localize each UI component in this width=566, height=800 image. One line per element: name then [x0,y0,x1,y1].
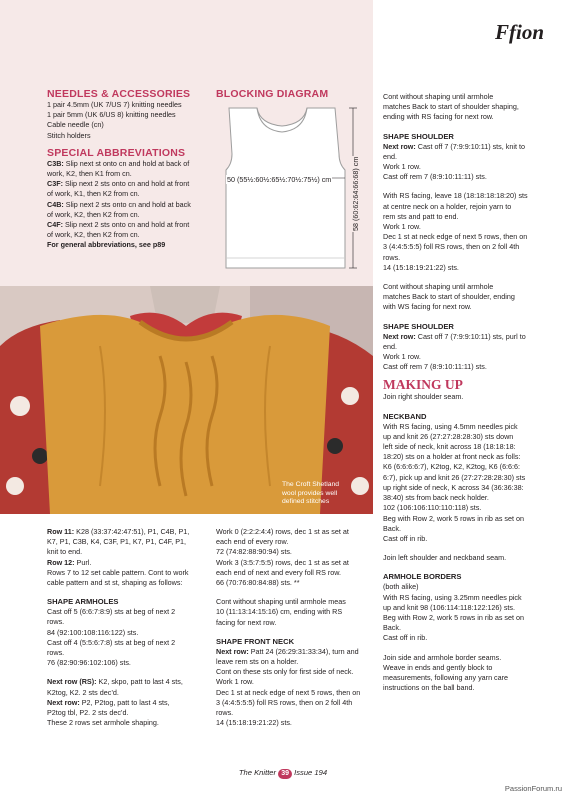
watermark: PassionForum.ru [504,784,562,793]
section-heading: SHAPE SHOULDER [383,131,454,141]
instruction-line: Cast off rem 7 (8:9:10:11:11) sts. [383,362,487,372]
spacer [47,588,209,597]
page-footer [0,768,566,779]
issue-number: Issue 194 [294,768,328,777]
instruction-line: Rows 7 to 12 set cable pattern. Cont to work [47,567,189,577]
instruction-line: Weave in ends and gently block to [383,662,493,672]
instruction-line: Cast off 4 (5:5:6:7:8) sts at beg of next 2 [47,637,176,647]
abbreviation-text: Slip next 2 sts onto cn and hold at front [62,179,190,189]
accessories-section [47,88,212,251]
abbreviation-text-cont: work, K2, then K1 from cn. [47,169,132,179]
row-label: Next row: [47,697,80,707]
spacer [383,123,553,132]
pattern-title: Ffion [494,20,544,44]
abbreviation-text-cont: of work, K2, then K2 from cn. [47,209,140,219]
instruction-line: measurements, following any yarn care [383,672,509,682]
instruction-line: knit to end. [47,547,83,557]
abbreviation-item [47,179,212,189]
abbreviation-text: Slip next st onto cn and hold at back of [63,158,190,168]
instruction-line: K6 (6:6:6:6:7), K2tog, K2, K2tog, K6 (6:6:6: [383,462,521,472]
instruction-line: with WS facing for next row. [383,302,472,312]
instruction-line: K7, P1, C3B, K4, C3F, P1, K7, P1, C4F, P1, [47,537,187,547]
diagram-width-label: 50 (55½:60½:65½:70½:75½) cm [227,175,332,184]
photo-caption-line: defined stitches [282,498,330,506]
instruction-line: up and knit 26 (27:27:28:28:30) sts down [383,431,514,441]
instruction-line: 102 (106:106:110:110:118) sts. [383,503,482,513]
instruction-line: each end of next and every foll RS row. [216,567,342,577]
abbreviation-text: Slip next 2 sts onto cn and hold at back [63,199,191,209]
accessories-list [47,100,212,141]
instruction-line: Dec 1 st at neck edge of next 5 rows, then on [383,232,528,242]
instruction-line: 66 (70:76:80:84:88) sts. ** [216,578,300,588]
instruction-line [216,647,376,657]
row-text: K2, skpo, patt to last 4 sts, [96,677,183,687]
abbreviation-item [47,159,212,169]
instruction-line: With RS facing, using 4.5mm needles pick [383,421,518,431]
instruction-line: 84 (92:100:108:116:122) sts. [47,627,139,637]
instruction-line: Cont without shaping until armhole [383,92,494,101]
instruction-line: 76 (82:90:96:102:106) sts. [47,658,131,668]
instruction-line: end. [383,151,397,161]
instruction-line: each end of every row. [216,537,289,547]
spacer [383,403,553,412]
instruction-line: 18:20) sts on a holder at front neck as folls: [383,452,521,462]
instruction-line: up right side of neck, K across 34 (36:36:38: [383,482,524,492]
page-number: 39 [278,769,292,779]
instruction-line: left side of neck, knit across 18 (18:18:18: [383,442,516,452]
abbreviation-key: C4F: [47,220,63,230]
blocking-diagram [215,102,365,280]
instruction-line: Dec 1 st at neck edge of next 5 rows, then on [216,687,361,697]
spacer [383,313,553,322]
section-heading: SHAPE SHOULDER [383,321,454,331]
instruction-line: Beg with Row 2, work 5 rows in rib as set on [383,513,525,523]
diagram-height-label: 58 (60:62:64:66:68) cm [351,156,360,231]
instructions-column-2 [216,527,376,728]
instruction-line [383,332,553,342]
vest-photo-illustration [0,286,373,514]
instruction-line: 3 (4:4:5:5:5) foll RS rows, then on 2 foll 4th [216,697,353,707]
instruction-line: Work 1 row. [216,677,254,687]
abbreviations-heading: SPECIAL ABBREVIATIONS [47,146,186,159]
instruction-line: Cast off rem 7 (8:9:10:11:11) sts. [383,172,487,182]
section-heading: ARMHOLE BORDERS [383,572,462,582]
instruction-line: rows. [383,252,401,262]
instruction-line: matches Back to start of shoulder shaping, [383,102,519,112]
instruction-line: These 2 rows set armhole shaping. [47,718,159,728]
photo-caption-line: The Croft Shetland [282,481,340,488]
instruction-line [47,558,209,568]
instruction-line: With RS facing, leave 18 (18:18:18:18:20) sts [383,191,528,201]
instruction-line: Cont on these sts only for first side of neck. [216,667,354,677]
row-text: Patt 24 (26:29:31:33:34), turn and [248,646,359,656]
instruction-line: 14 (15:18:19:21:22) sts. [216,718,292,728]
instruction-line: Work 3 (3:5:7:5:5) rows, dec 1 st as set at [216,557,349,567]
section-title: MAKING UP [383,377,463,393]
instructions-column-1 [47,527,209,728]
section-heading: SHAPE ARMHOLES [47,597,119,607]
abbreviation-item [47,220,212,230]
instruction-line: 72 (74:82:88:90:94) sts. [216,547,292,557]
instruction-line: Join right shoulder seam. [383,392,464,402]
instruction-line: instructions on the ball band. [383,683,475,693]
spacer [216,588,376,597]
accessory-item: 1 pair 5mm (UK 6/US 8) knitting needles [47,110,176,120]
spacer [383,182,553,191]
section-heading: NECKBAND [383,411,427,421]
row-label: Row 12: [47,557,75,567]
abbreviation-item [47,200,212,210]
instruction-line: (both alike) [383,582,419,592]
spacer [383,644,553,653]
instruction-line: P2tog tbl, P2. 2 sts dec’d. [47,708,129,718]
instruction-line: Cast off in rib. [383,533,428,543]
instruction-line: Cast off in rib. [383,633,428,643]
abbreviation-key: C3B: [47,158,64,168]
accessories-heading: NEEDLES & ACCESSORIES [47,88,191,100]
instruction-line: at centre neck on a holder, rejoin yarn to [383,201,512,211]
instruction-line [47,677,209,687]
general-abbreviations-note: For general abbreviations, see p89 [47,240,166,250]
abbreviation-key: C3F: [47,179,63,189]
photo-caption [282,481,367,507]
row-label: Next row: [383,331,416,341]
row-label: Next row: [216,646,249,656]
instruction-line: Join side and armhole border seams. [383,652,502,662]
spacer [47,668,209,677]
row-text: K28 (33:37:42:47:51), P1, C4B, P1, [74,527,190,536]
instruction-line: rows. [47,648,65,658]
instruction-line [47,698,209,708]
instruction-line: rem sts and patt to end. [383,211,459,221]
accessory-item: 1 pair 4.5mm (UK 7/US 7) knitting needles [47,100,182,109]
instruction-line: facing for next row. [216,617,277,627]
row-label: Next row: [383,141,416,151]
instruction-line [47,527,209,537]
instruction-line: end. [383,341,397,351]
abbreviations-list [47,159,212,241]
abbreviation-key: C4B: [47,199,64,209]
spacer [383,544,553,553]
instruction-line: With RS facing, using 3.25mm needles pick [383,592,522,602]
spacer [216,628,376,637]
spacer [383,563,553,572]
row-text: Cast off 7 (7:9:9:10:11) sts, knit to [415,141,525,151]
instruction-line: leave rem sts on a holder. [216,657,299,667]
instruction-line: Beg with Row 2, work 5 rows in rib as set on [383,612,525,622]
spacer [383,273,553,282]
row-label: Next row (RS): [47,677,97,687]
instruction-line: 38:40) sts from back neck holder. [383,493,489,503]
instruction-line: Work 0 (2:2:2:4:4) rows, dec 1 st as set at [216,527,349,536]
accessory-item: Cable needle (cn) [47,120,104,130]
instruction-line: Work 1 row. [383,352,421,362]
instruction-line: Cont without shaping until armhole [383,282,494,292]
photo-caption-line: wool provides well [282,489,338,497]
abbreviation-text: Slip next 2 sts onto cn and hold at front [62,220,190,230]
instruction-line: 10 (11:13:14:15:16) cm, ending with RS [216,607,343,617]
magazine-name: The Knitter [238,768,277,777]
row-text: P2, P2tog, patt to last 4 sts, [79,697,170,707]
abbreviation-text-cont: of work, K1, then K2 from cn. [47,189,140,199]
section-heading: SHAPE FRONT NECK [216,636,295,646]
instruction-line: ending with RS facing for next row. [383,112,494,122]
instruction-line: rows. [216,708,234,718]
instructions-column-3 [383,92,553,693]
instruction-line: Cont without shaping until armhole meas [216,597,346,607]
row-label: Row 11: [47,527,75,536]
instruction-line: Join left shoulder and neckband seam. [383,553,507,563]
row-text: Purl. [74,557,92,567]
diagram-section [216,88,366,100]
instruction-line: rows. [47,617,65,627]
instruction-line: Work 1 row. [383,222,421,232]
instruction-line: 6:7), pick up and knit 26 (27:27:28:28:30) sts [383,472,526,482]
instruction-line: Back. [383,523,401,533]
instruction-line: Cast off 5 (6:6:7:8:9) sts at beg of next 2 [47,607,176,617]
row-text: Cast off 7 (7:9:9:10:11) sts, purl to [415,331,526,341]
accessory-item: Stitch holders [47,130,91,140]
instruction-line: matches Back to start of shoulder, ending [383,292,515,302]
instruction-line [383,142,553,152]
vest-photo [0,286,373,514]
instruction-line: 3 (4:4:5:5:5) foll RS rows, then on 2 foll 4th [383,242,520,252]
instruction-line: 14 (15:18:19:21:22) sts. [383,262,459,272]
instruction-line: K2tog, K2. 2 sts dec’d. [47,687,119,697]
instruction-line: up and knit 98 (106:114:118:122:126) sts. [383,602,515,612]
instruction-line: Back. [383,623,401,633]
instruction-line: Work 1 row. [383,162,421,172]
abbreviation-text-cont: of work, K2, then K2 from cn. [47,230,140,240]
instruction-line: cable pattern and st st, shaping as follows: [47,578,183,588]
diagram-heading: BLOCKING DIAGRAM [216,88,329,100]
